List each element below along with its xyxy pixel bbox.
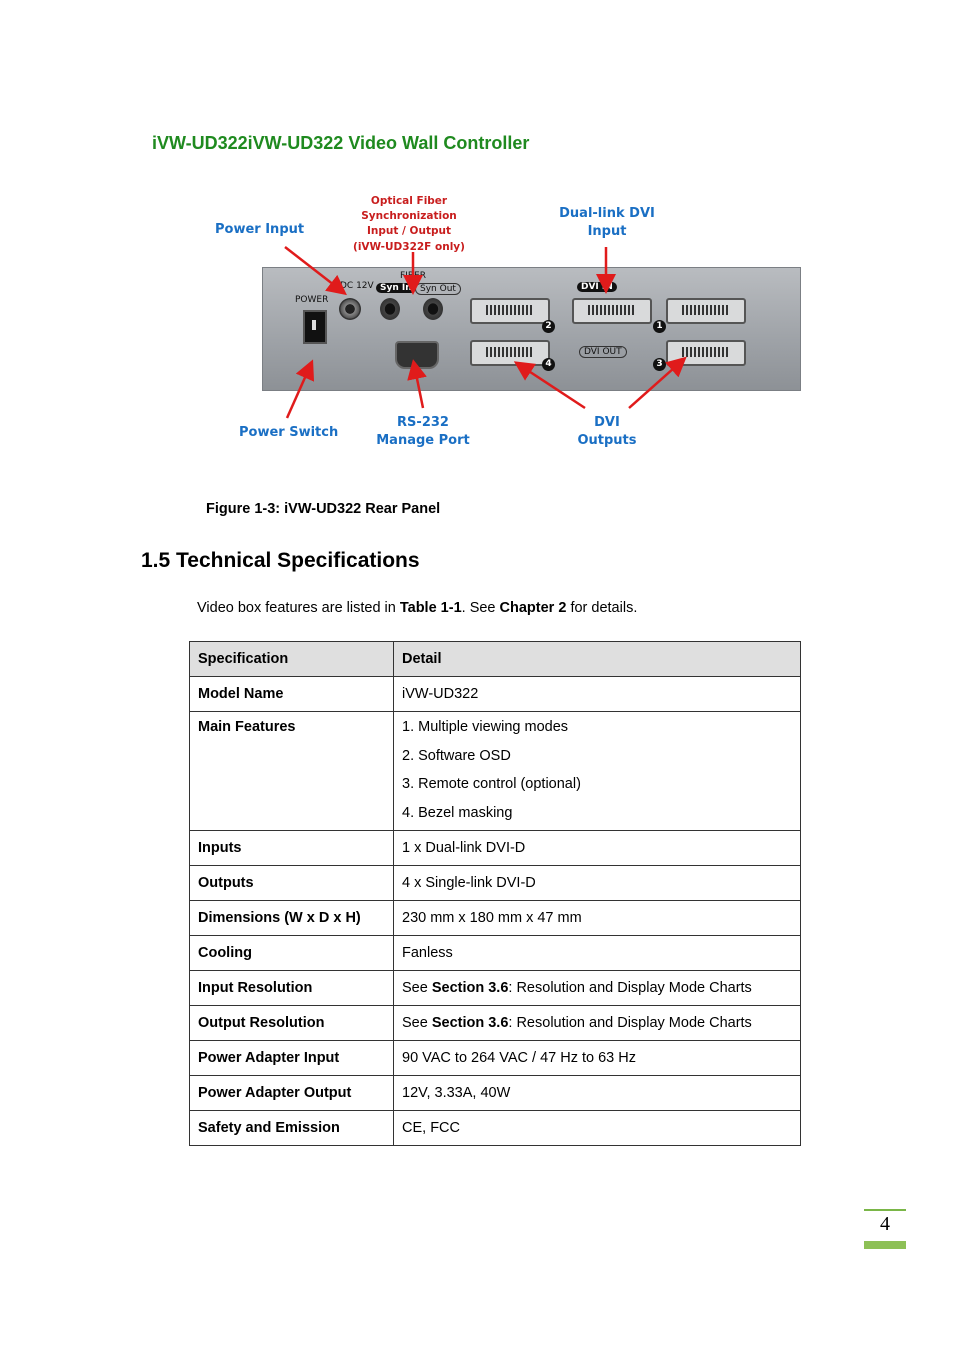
spec-key: Power Adapter Output [190, 1076, 394, 1111]
spec-key: Main Features [190, 712, 394, 831]
reference-rest: : Resolution and Display Mode Charts [508, 980, 752, 996]
callout-line: DVI [594, 415, 620, 430]
callout-line: Synchronization [361, 210, 457, 223]
table-row [190, 866, 801, 901]
feature-item: 3. Remote control (optional) [402, 776, 581, 792]
table-row [190, 901, 801, 936]
spec-value: 90 VAC to 264 VAC / 47 Hz to 63 Hz [394, 1041, 801, 1076]
spec-key: Outputs [190, 866, 394, 901]
spec-value: 12V, 3.33A, 40W [394, 1076, 801, 1111]
arrow-dvi-output-4 [518, 364, 585, 408]
callout-line: RS-232 [397, 415, 449, 430]
section-title: 1.5 Technical Specifications [141, 549, 420, 572]
callout-line: Outputs [577, 432, 637, 448]
table-row [190, 1041, 801, 1076]
arrow-dvi-output-3 [629, 360, 683, 408]
dvi-in-label: DVI IN [577, 282, 617, 292]
section-reference-link: Section 3.6 [431, 1015, 509, 1031]
arrow-power-switch [287, 364, 311, 418]
table-row [190, 712, 801, 831]
figure-caption: Figure 1-3: iVW-UD322 Rear Panel [206, 501, 441, 517]
specifications-table [189, 641, 801, 1146]
callout-line: Manage Port [376, 432, 470, 448]
callout-line: Dual-link DVI [559, 206, 655, 221]
header-specification: Specification [190, 642, 394, 677]
section-reference-link: Section 3.6 [431, 980, 509, 996]
intro-suffix: for details. [566, 600, 638, 616]
spec-value: iVW-UD322 [394, 677, 801, 712]
dc-label: DC 12V [340, 281, 374, 291]
spec-value: 4 x Single-link DVI-D [394, 866, 801, 901]
spec-value: Fanless [394, 936, 801, 971]
callout-line: Input [587, 223, 627, 239]
callout-line: (iVW-UD322F only) [353, 240, 465, 253]
feature-item: 4. Bezel masking [402, 804, 513, 821]
feature-item: 2. Software OSD [402, 747, 511, 764]
table-row [190, 936, 801, 971]
power-label: POWER [295, 295, 329, 305]
page-heading: iVW-UD322iVW-UD322 Video Wall Controller [152, 133, 530, 153]
see-text: See [402, 1015, 432, 1031]
port-number-badge: 3 [653, 358, 666, 371]
table-reference-link: Table 1-1 [399, 600, 462, 616]
chapter-reference-link: Chapter 2 [499, 600, 567, 616]
spec-key: Cooling [190, 936, 394, 971]
callout-power-input-text: Power Input [215, 222, 305, 237]
callout-line: Optical Fiber [370, 195, 448, 207]
table-row [190, 1111, 801, 1146]
arrow-rs232 [414, 364, 423, 408]
reference-rest: : Resolution and Display Mode Charts [508, 1015, 752, 1031]
feature-item: 1. Multiple viewing modes [402, 719, 569, 735]
table-row [190, 1076, 801, 1111]
table-row [190, 677, 801, 712]
port-number-badge: 1 [653, 320, 666, 333]
table-row [190, 831, 801, 866]
intro-middle: . See [461, 600, 500, 616]
intro-prefix: Video box features are listed in [197, 600, 400, 616]
spec-key: Power Adapter Input [190, 1041, 394, 1076]
page-number-rule [864, 1209, 906, 1211]
port-number-badge: 4 [542, 358, 555, 371]
spec-key: Input Resolution [190, 971, 394, 1006]
spec-value [394, 1006, 801, 1041]
page-number-bar [864, 1241, 906, 1249]
spec-key: Model Name [190, 677, 394, 712]
callout-line: Input / Output [367, 225, 451, 238]
table-row [190, 1006, 801, 1041]
spec-key: Safety and Emission [190, 1111, 394, 1146]
spec-key: Inputs [190, 831, 394, 866]
port-number-badge: 2 [542, 320, 555, 333]
table-row [190, 971, 801, 1006]
arrow-power-input [285, 247, 343, 292]
syn-in-label: Syn In [376, 283, 416, 293]
rear-panel-figure [205, 190, 815, 460]
spec-key: Dimensions (W x D x H) [190, 901, 394, 936]
spec-value: CE, FCC [394, 1111, 801, 1146]
page-number-block [864, 1209, 906, 1249]
intro-paragraph [197, 600, 637, 616]
syn-out-label: Syn Out [415, 283, 461, 295]
dvi-out-label: DVI OUT [579, 346, 627, 358]
spec-value: 1 x Dual-link DVI-D [394, 831, 801, 866]
spec-value-list [394, 712, 801, 831]
callout-arrows [205, 190, 815, 460]
table-header-row [190, 642, 801, 677]
header-detail: Detail [394, 642, 801, 677]
fiber-label: FIBER [400, 271, 426, 281]
spec-value: 230 mm x 180 mm x 47 mm [394, 901, 801, 936]
see-text: See [402, 980, 432, 996]
spec-value [394, 971, 801, 1006]
page-number: 4 [880, 1213, 890, 1235]
spec-key: Output Resolution [190, 1006, 394, 1041]
callout-power-switch-text: Power Switch [239, 425, 339, 440]
